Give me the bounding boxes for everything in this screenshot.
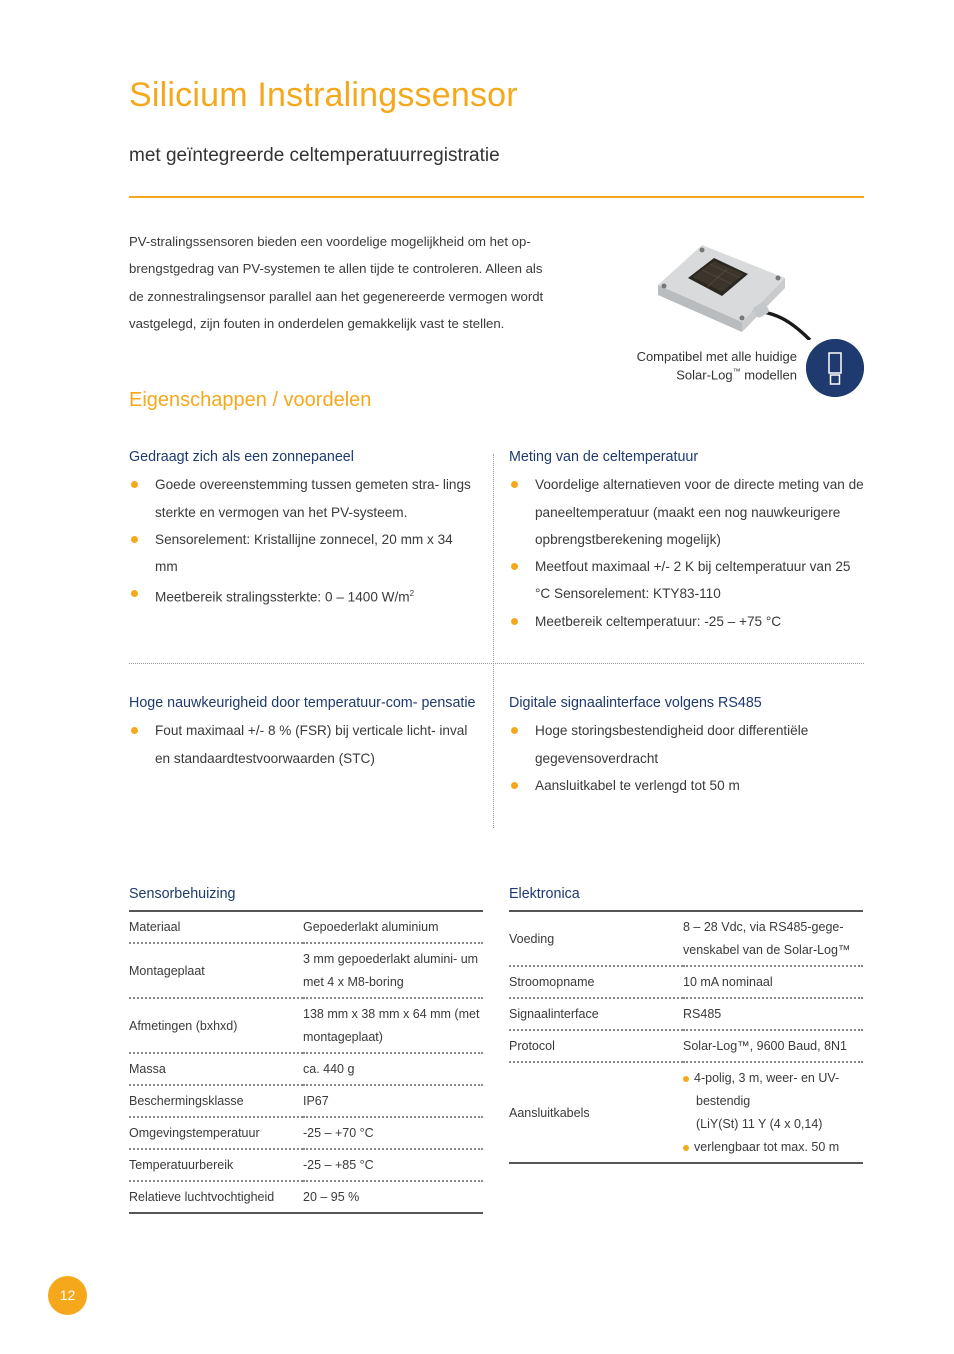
bullet-icon — [131, 481, 138, 488]
table-row — [129, 1085, 483, 1117]
spec-key: Aansluitkabels — [509, 1062, 683, 1163]
table-row — [509, 1030, 863, 1062]
vertical-divider — [493, 454, 494, 828]
table-row — [509, 966, 863, 998]
spec-key: Signaalinterface — [509, 998, 683, 1030]
feature-block — [129, 444, 479, 611]
intro-line: de zonnestralingsensor parallel aan het gegenereerde vermogen wordt — [129, 288, 544, 304]
page-title: Silicium Instralingssensor — [129, 76, 518, 114]
feature-title: Meting van de celtemperatuur — [509, 449, 699, 465]
feature-item: Meetfout maximaal +/- 2 K bij celtemperatuur van 25 °C Sensorelement: KTY83-110 — [509, 553, 869, 608]
spec-value: ca. 440 g — [303, 1053, 483, 1085]
spec-key: Temperatuurbereik — [129, 1149, 303, 1181]
spec-key: Beschermingsklasse — [129, 1085, 303, 1117]
feature-block — [509, 444, 869, 635]
bullet-icon — [511, 618, 518, 625]
table-row — [509, 1062, 863, 1163]
spec-table — [129, 912, 483, 1214]
page-subtitle: met geïntegreerde celtemperatuurregistratie — [129, 145, 500, 166]
spec-key: Voeding — [509, 931, 555, 946]
spec-value: Solar-Log™, 9600 Baud, 8N1 — [683, 1030, 863, 1062]
feature-item: Sensorelement: Kristallijne zonnecel, 20 mm x 34 mm — [129, 526, 479, 581]
table-row — [129, 1053, 483, 1085]
bullet-icon — [131, 727, 138, 734]
title-divider — [129, 196, 864, 198]
table-row — [129, 943, 483, 998]
spec-value: -25 – +85 °C — [303, 1149, 483, 1181]
spec-key: Relatieve luchtvochtigheid — [129, 1181, 303, 1213]
spec-value: 3 mm gepoederlakt alumini- um met 4 x M8-boring — [303, 943, 483, 998]
intro-line: PV-stralingssensoren bieden een voordelige mogelijkheid om het op- — [129, 234, 531, 249]
spec-table — [509, 912, 863, 1164]
spec-value: Gepoederlakt aluminium — [303, 920, 439, 934]
table-row — [129, 1117, 483, 1149]
intro-line: brengstgedrag van PV-systemen te allen tijde te controleren. Alleen als — [129, 261, 543, 277]
spec-key: Materiaal — [129, 920, 181, 934]
bullet-icon — [683, 1076, 689, 1082]
spec-key: Massa — [129, 1053, 303, 1085]
spec-table-electronics — [509, 886, 863, 1164]
solar-log-badge-icon — [806, 339, 864, 397]
page-number-badge: 12 — [48, 1276, 87, 1315]
spec-table-title: Elektronica — [509, 886, 863, 912]
spec-value: 10 mA nominaal — [683, 966, 863, 998]
table-row — [129, 998, 483, 1053]
bullet-icon — [683, 1145, 689, 1151]
spec-table-title: Sensorbehuizing — [129, 886, 483, 912]
feature-item: Aansluitkabel te verlengd tot 50 m — [509, 772, 869, 799]
intro-paragraph — [129, 228, 619, 337]
spec-value: 138 mm x 38 mm x 64 mm (met montageplaat) — [303, 998, 483, 1053]
table-row — [129, 1149, 483, 1181]
spec-key: Protocol — [509, 1030, 683, 1062]
compat-line-2: Solar-Log™ modellen — [676, 367, 797, 383]
horizontal-divider — [129, 663, 864, 664]
bullet-icon — [131, 590, 138, 597]
bullet-icon — [131, 536, 138, 543]
bullet-icon — [511, 782, 518, 789]
feature-item: Meetbereik celtemperatuur: -25 – +75 °C — [509, 608, 869, 635]
sensor-product-image — [650, 240, 820, 340]
feature-block — [509, 690, 869, 799]
feature-block — [129, 690, 479, 772]
spec-key: Montageplaat — [129, 943, 303, 998]
bullet-icon — [511, 481, 518, 488]
spec-key: Afmetingen (bxhxd) — [129, 998, 303, 1053]
compat-line-1: Compatibel met alle huidige — [636, 349, 797, 364]
feature-item: Fout maximaal +/- 8 % (FSR) bij verticale licht- inval en standaardtestvoorwaarden (STC) — [129, 717, 479, 772]
section-heading-properties: Eigenschappen / voordelen — [129, 389, 372, 411]
spec-value: -25 – +70 °C — [303, 1117, 483, 1149]
spec-value: RS485 — [683, 998, 863, 1030]
table-row — [509, 912, 863, 966]
spec-key: Stroomopname — [509, 966, 683, 998]
feature-item: Meetbereik stralingssterkte: 0 – 1400 $W/m^2$ — [129, 580, 479, 611]
feature-title: Digitale signaalinterface volgens RS485 — [509, 695, 762, 711]
intro-line: vastgelegd, zijn fouten in onderdelen gemakkelijk vast te stellen. — [129, 315, 505, 331]
feature-title: Gedraagt zich als een zonnepaneel — [129, 449, 354, 465]
spec-value: IP67 — [303, 1085, 483, 1117]
feature-item: Goede overeenstemming tussen gemeten stra- lings sterkte en vermogen van het PV-systeem. — [129, 471, 479, 526]
spec-table-sensor-housing — [129, 886, 483, 1214]
spec-value: 4-polig, 3 m, weer- en UV- bestendig (LiY(St) 11 Y (4 x 0,14) verlengbaar tot max. 50 m — [683, 1062, 863, 1163]
compatibility-note — [637, 349, 797, 382]
table-row — [509, 998, 863, 1030]
feature-item: Hoge storingsbestendigheid door differentiële gegevensoverdracht — [509, 717, 869, 772]
spec-key: Omgevingstemperatuur — [129, 1117, 303, 1149]
table-row — [129, 912, 483, 943]
bullet-icon — [511, 563, 518, 570]
feature-item: Voordelige alternatieven voor de directe meting van de paneeltemperatuur (maakt een nog nauwkeurigere opbrengstberekening mogelijk) — [509, 471, 869, 553]
bullet-icon — [511, 727, 518, 734]
spec-value: 20 – 95 % — [303, 1181, 483, 1213]
feature-title: Hoge nauwkeurigheid door temperatuur-com- pensatie — [129, 695, 476, 711]
spec-value: 8 – 28 Vdc, via RS485-gege- venskabel van de Solar-Log™ — [683, 920, 851, 957]
table-row — [129, 1181, 483, 1213]
